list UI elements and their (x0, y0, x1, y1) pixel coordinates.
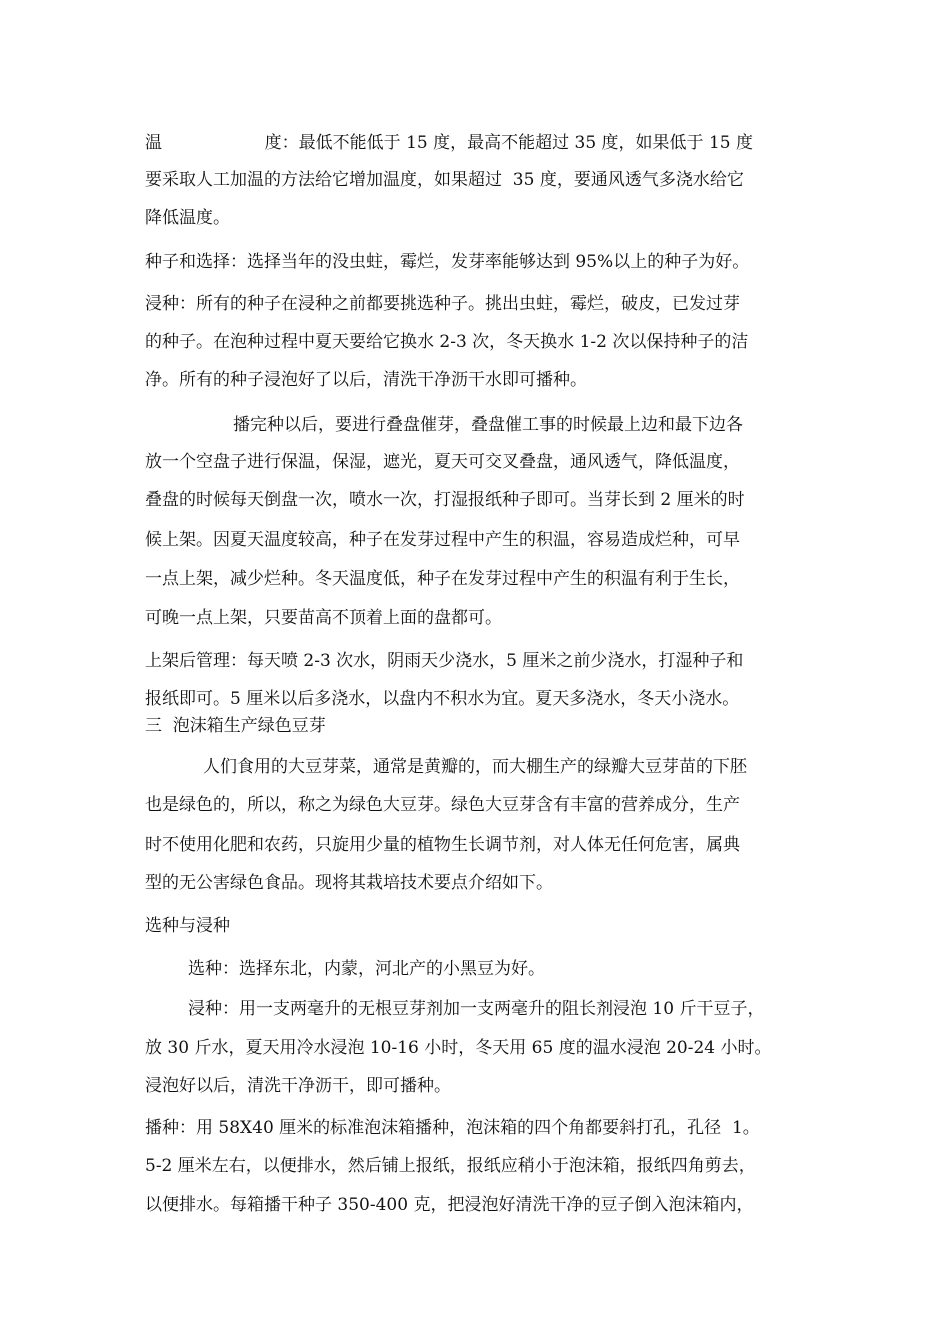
text-line: 型的无公害绿色食品。现将其栽培技术要点介绍如下。 (145, 873, 553, 893)
text-line: 种子和选择：选择当年的没虫蛀，霉烂，发芽率能够达到 95%以上的种子为好。 (145, 252, 750, 272)
text-line: 放一个空盘子进行保温，保湿，遮光，夏天可交叉叠盘，通风透气，降低温度， (145, 452, 740, 472)
text-line: 降低温度。 (145, 208, 230, 228)
text-line: 温 度：最低不能低于 15 度，最高不能超过 35 度，如果低于 15 度 (145, 133, 753, 153)
text-line: 上架后管理：每天喷 2-3 次水，阴雨天少浇水，5 厘米之前少浇水，打湿种子和 (145, 651, 744, 671)
text-line: 候上架。因夏天温度较高，种子在发芽过程中产生的积温，容易造成烂种，可早 (145, 530, 740, 550)
text-line: 时不使用化肥和农药，只旋用少量的植物生长调节剂，对人体无任何危害，属典 (145, 835, 740, 855)
text-line: 要采取人工加温的方法给它增加温度，如果超过 35 度，要通风透气多浇水给它 (145, 170, 744, 190)
text-line: 的种子。在泡种过程中夏天要给它换水 2-3 次，冬天换水 1-2 次以保持种子的洁 (145, 332, 749, 352)
text-line: 选种：选择东北，内蒙，河北产的小黑豆为好。 (188, 959, 545, 979)
text-line: 放 30 斤水，夏天用冷水浸泡 10-16 小时，冬天用 65 度的温水浸泡 20-24 小时。 (145, 1038, 772, 1058)
text-line: 报纸即可。5 厘米以后多浇水，以盘内不积水为宜。夏天多浇水，冬天小浇水。 (145, 689, 740, 709)
text-line: 以便排水。每箱播干种子 350-400 克，把浸泡好清洗干净的豆子倒入泡沫箱内， (145, 1195, 754, 1215)
text-line: 播种：用 58X40 厘米的标准泡沫箱播种，泡沫箱的四个角都要斜打孔，孔径 1。 (145, 1118, 760, 1138)
text-line: 叠盘的时候每天倒盘一次，喷水一次，打湿报纸种子即可。当芽长到 2 厘米的时 (145, 490, 745, 510)
text-line: 浸种：用一支两毫升的无根豆芽剂加一支两毫升的阻长剂浸泡 10 斤干豆子， (188, 999, 765, 1019)
subheading: 选种与浸种 (145, 916, 230, 936)
text-line: 也是绿色的，所以，称之为绿色大豆芽。绿色大豆芽含有丰富的营养成分，生产 (145, 795, 740, 815)
text-line: 净。所有的种子浸泡好了以后，清洗干净沥干水即可播种。 (145, 370, 587, 390)
text-line: 可晚一点上架，只要苗高不顶着上面的盘都可。 (145, 608, 502, 628)
text-line: 一点上架，减少烂种。冬天温度低，种子在发芽过程中产生的积温有利于生长， (145, 569, 740, 589)
text-line: 播完种以后，要进行叠盘催芽，叠盘催工事的时候最上边和最下边各 (233, 415, 743, 435)
text-line: 浸种：所有的种子在浸种之前都要挑选种子。挑出虫蛀，霉烂，破皮，已发过芽 (145, 294, 740, 314)
section-heading: 三 泡沫箱生产绿色豆芽 (145, 716, 326, 736)
text-line: 浸泡好以后，清洗干净沥干，即可播种。 (145, 1076, 451, 1096)
text-line: 5-2 厘米左右，以便排水，然后铺上报纸，报纸应稍小于泡沫箱，报纸四角剪去， (145, 1156, 756, 1176)
text-line: 人们食用的大豆芽菜，通常是黄瓣的，而大棚生产的绿瓣大豆芽苗的下胚 (203, 757, 747, 777)
